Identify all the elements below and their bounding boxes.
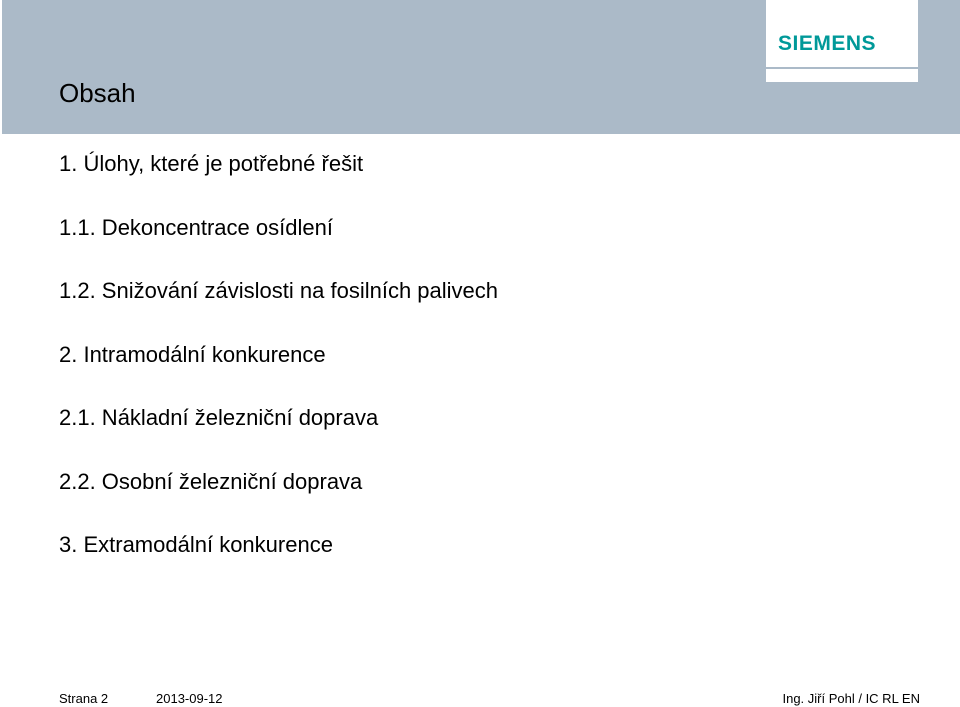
toc-item: 2.2. Osobní železniční doprava (59, 468, 363, 494)
footer-date: 2013-09-12 (156, 691, 223, 706)
page-number: Strana 2 (59, 691, 109, 706)
siemens-logo-text: SIEMENS (778, 32, 877, 55)
page-title: Obsah (59, 78, 136, 108)
toc-item: 1.1. Dekoncentrace osídlení (59, 214, 333, 240)
siemens-logo (766, 0, 918, 67)
toc-item: 2. Intramodální konkurence (59, 341, 326, 367)
table-of-contents (59, 147, 498, 592)
toc-item: 2.1. Nákladní železniční doprava (59, 405, 379, 430)
footer-author: Ing. Jiří Pohl / IC RL EN (782, 691, 920, 706)
toc-item: 1. Úlohy, které je potřebné řešit (59, 151, 364, 176)
logo-underline (766, 69, 918, 82)
footer-copyright: © Siemens, s.r.o., divize Rail Systems & Mobility and Logistics 2013 Všechna práva vyhrazena. (59, 667, 608, 682)
toc-item: 1.2. Snižování závislosti na fosilních palivech (59, 278, 499, 303)
toc-item: 3. Extramodální konkurence (59, 532, 333, 557)
